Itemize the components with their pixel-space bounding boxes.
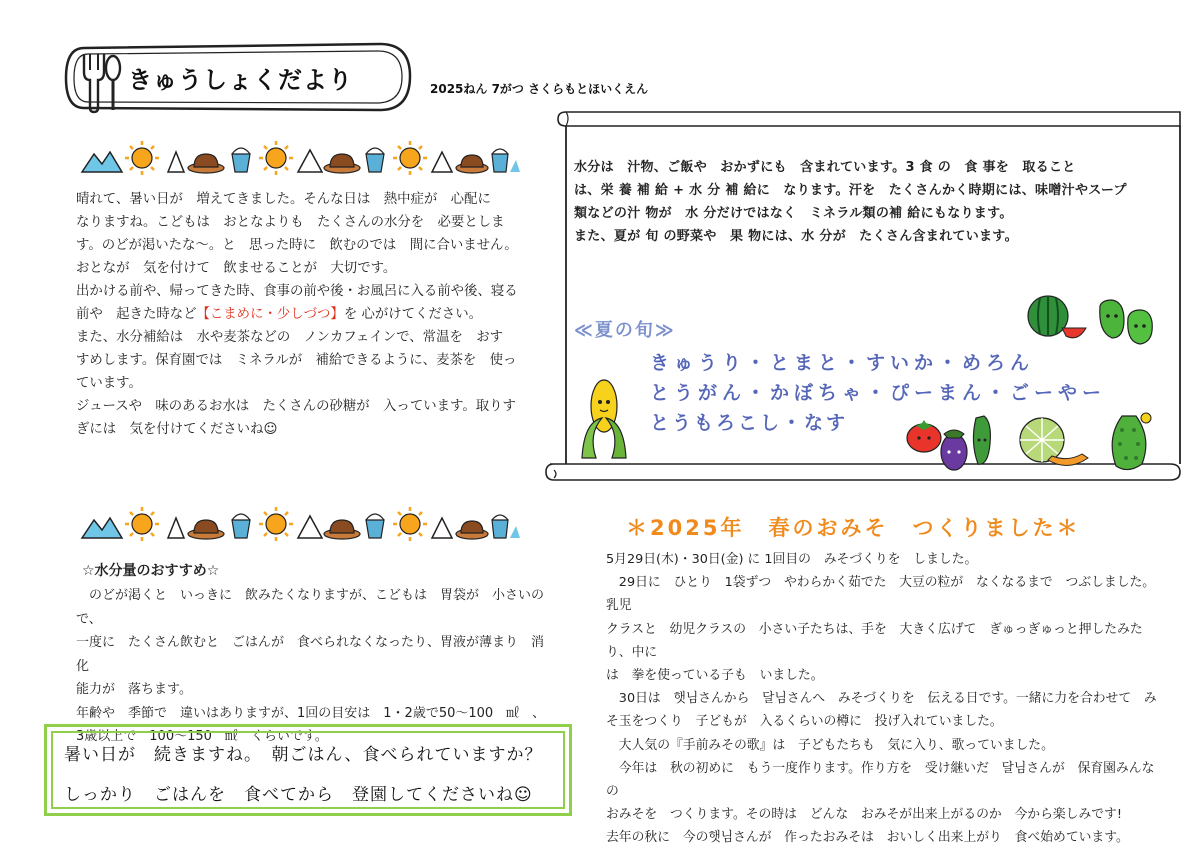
sun-icon [259, 507, 293, 541]
fork-spoon-icon [76, 50, 122, 114]
straw-hat-icon [188, 520, 224, 539]
text-line: また、水分補給は 水や麦茶などの ノンカフェインで、常温を おす [76, 330, 504, 345]
mountain-icon [432, 518, 452, 538]
summer-decoration-row [80, 506, 520, 542]
text-line: そ玉をつくり 子どもが 入るくらいの樽に 投げ入れていました。 [606, 714, 1003, 730]
text-line: ぎには 気を付けてくださいね☺ [76, 422, 278, 437]
bucket-icon [492, 515, 520, 538]
heatstroke-intro [76, 188, 536, 441]
straw-hat-icon [456, 521, 488, 539]
text-line: また、夏が 旬 の野菜や 果 物には、水 分が たくさん含まれています。 [574, 229, 1018, 244]
text-line: 類などの汁 物が 水 分だけではなく ミネラル類の補 給にもなります。 [574, 206, 1013, 221]
text-line: は 拳を使っている子も いました。 [606, 668, 824, 684]
text-line: おみそを つくります。その時は どんな おみそが出来上がるのか 今から楽しみです! [606, 807, 1122, 823]
melon-icon [1012, 414, 1092, 472]
text-line: おとなが 気を付けて 飲ませることが 大切です。 [76, 261, 397, 276]
text-segment: を 心がけてください。 [343, 307, 482, 322]
bitter-gourd-icon [1100, 408, 1160, 474]
pepper-icon [1094, 292, 1158, 346]
text-line: 能力が 落ちます。 [76, 682, 192, 697]
vegetable-list-line: きゅうり・とまと・すいか・めろん [650, 352, 1035, 374]
text-line: す。のどが渇いたな〜。と 思った時に 飲むのでは 間に合いません。 [76, 238, 518, 253]
vegetable-list-line: とうがん・かぼちゃ・ぴーまん・ごーやー [650, 382, 1107, 404]
mountain-icon [298, 150, 322, 172]
corn-icon [576, 372, 632, 460]
straw-hat-icon [456, 155, 488, 173]
issue-date-and-school: 2025ねん 7がつ さくらもとほいくえん [430, 82, 649, 96]
highlight-text: 【こまめに・少しづつ】 [196, 307, 344, 322]
newsletter-title: きゅうしょくだより [128, 66, 353, 94]
sun-icon [125, 507, 159, 541]
text-line: 去年の秋に 今の햇님さんが 作ったおみそは おいしく出来上がり 食べ始めています。 [606, 830, 1129, 846]
text-line: は、栄 養 補 給 + 水 分 補 給に なります。汗を たくさんかく時期には、味噌汁やスープ [574, 183, 1127, 198]
water-amount-heading: ☆水分量のおすすめ☆ [82, 563, 220, 579]
text-line: なりますね。こどもは おとなよりも たくさんの水分を 必要としま [76, 215, 505, 230]
mountain-icon [168, 152, 184, 172]
miso-section-title: ＊2025年 春のおみそ つくりました＊ [626, 516, 1081, 540]
text-line [76, 303, 536, 326]
sun-icon [393, 507, 427, 541]
text-line: ています。 [76, 376, 142, 391]
text-line: 大人気の『手前みその歌』は 子どもたちも 気に入り、歌っていました。 [606, 737, 1054, 753]
summer-decoration-row [80, 140, 520, 176]
vegetable-list-line: とうもろこし・なす [650, 412, 849, 434]
bucket-icon [232, 514, 250, 538]
mountain-icon [432, 152, 452, 172]
text-line: 年齢や 季節で 違いはありますが、1回の目安は 1・2歳で50〜100 ㎖ 、 [76, 705, 546, 721]
text-line: 晴れて、暑い日が 増えてきました。そんな日は 熱中症が 心配に [76, 192, 491, 207]
watermelon-icon [1022, 292, 1088, 342]
sun-icon [259, 141, 293, 175]
text-line: すめします。保育園では ミネラルが 補給できるように、麦茶を 使っ [76, 353, 517, 368]
text-line: 30日は 햇님さんから 달님さんへ みそづくりを 伝える日です。一緒に力を合わせて み [606, 691, 1157, 707]
reminder-line: 暑い日が 続きますね。 朝ごはん、食べられていますか？ [64, 745, 543, 765]
mountain-icon [298, 516, 322, 538]
text-segment: 前や 起きた時など [76, 307, 197, 322]
text-line: ジュースや 味のあるお水は たくさんの砂糖が 入っています。取りす [76, 399, 516, 414]
mountain-icon [82, 152, 122, 172]
text-line: のどが渇くと いっきに 飲みたくなりますが、こどもは 胃袋が 小さいので、 [76, 588, 545, 627]
bucket-icon [492, 149, 520, 172]
miso-report-text [606, 548, 1166, 850]
straw-hat-icon [188, 154, 224, 173]
bucket-icon [366, 514, 384, 538]
sun-icon [125, 141, 159, 175]
mountain-icon [168, 518, 184, 538]
text-line: 出かける前や、帰ってきた時、食事の前や後・お風呂に入る前や後、寝る [76, 284, 518, 299]
sun-icon [393, 141, 427, 175]
summer-season-title: ≪夏の旬≫ [574, 320, 676, 341]
text-line: 5月29日(木)・30日(金) に 1回目の みそづくりを しました。 [606, 552, 978, 567]
reminder-line: しっかり ごはんを 食べてから 登園してくださいね☺ [64, 785, 533, 805]
cucumber-icon [966, 414, 996, 468]
seasonal-water-text [574, 156, 1174, 248]
bucket-icon [232, 148, 250, 172]
straw-hat-icon [324, 520, 360, 539]
text-line: 水分は 汁物、ご飯や おかずにも 含まれています。3 食 の 食 事を 取ること [574, 160, 1076, 175]
straw-hat-icon [324, 154, 360, 173]
text-line: 今年は 秋の初めに もう一度作ります。作り方を 受け継いだ 달님さんが 保育園みんなの [606, 760, 1155, 800]
bucket-icon [366, 148, 384, 172]
mountain-icon [82, 518, 122, 538]
text-line: 一度に たくさん飲むと ごはんが 食べられなくなったり、胃液が薄まり 消化 [76, 635, 545, 674]
text-line: クラスと 幼児クラスの 小さい子たちは、手を 大きく広げて ぎゅっぎゅっと押したみたり、中に [606, 621, 1143, 660]
text-line: 29日に ひとり 1袋ずつ やわらかく茹でた 大豆の粒が なくなるまで つぶしました。乳児 [606, 575, 1156, 614]
text-line: 3歳以上で 100〜150 ㎖ くらいです。 [76, 729, 328, 744]
